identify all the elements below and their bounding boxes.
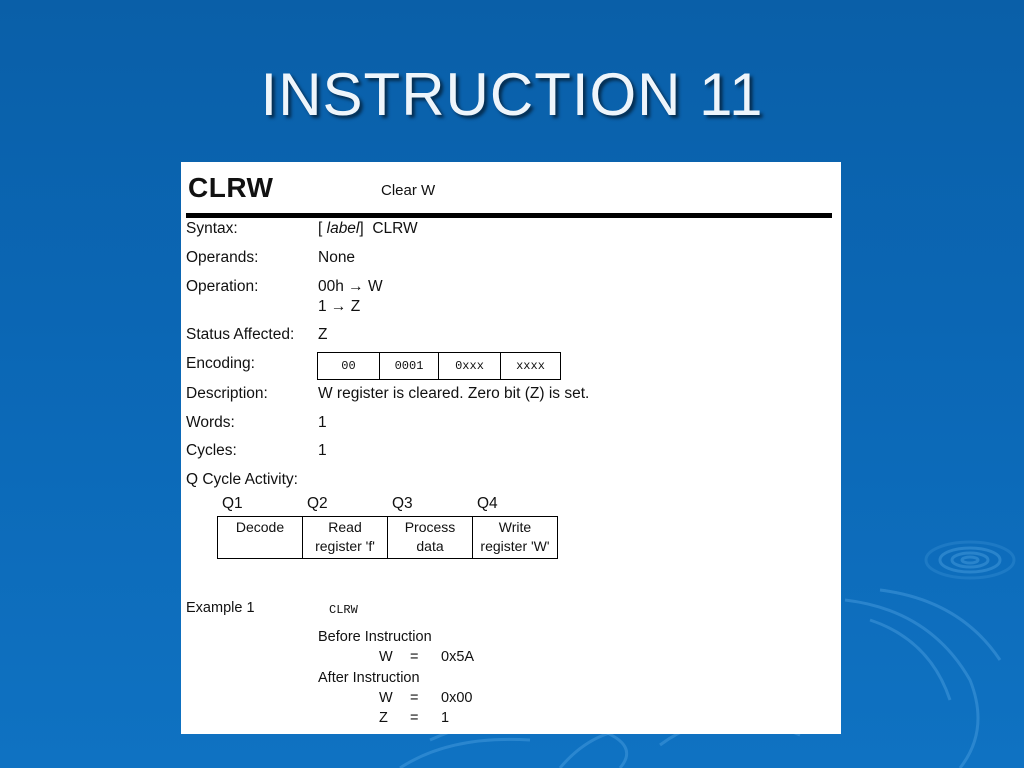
q-cycle-header: Q4 [477, 495, 498, 512]
instruction-document [181, 162, 841, 734]
syntax-value [318, 220, 418, 238]
encoding-label: Encoding: [186, 355, 255, 372]
q-cycle-cell-line: Read [328, 519, 362, 535]
description-label: Description: [186, 385, 268, 402]
syntax-open-bracket: [ [318, 220, 323, 237]
after-equals: = [410, 710, 419, 726]
after-value: 1 [441, 710, 450, 726]
encoding-cell: 00 [318, 353, 380, 380]
q-cycle-header: Q3 [392, 495, 413, 512]
q-cycle-header: Q2 [307, 495, 328, 512]
q-cycle-cell-line: register 'W' [480, 538, 550, 554]
operation-label: Operation: [186, 278, 259, 295]
syntax-instruction: CLRW [372, 220, 418, 237]
after-value: 0x00 [441, 690, 473, 706]
instruction-short-description: Clear W [381, 182, 436, 199]
instruction-mnemonic: CLRW [188, 172, 274, 203]
encoding-table [317, 352, 561, 380]
encoding-cell: xxxx [501, 353, 561, 380]
heading-divider [186, 213, 832, 218]
q-cycle-table [217, 516, 558, 559]
cycles-value: 1 [318, 442, 327, 459]
after-equals: = [410, 690, 419, 706]
q-cycle-cell-line: Decode [235, 519, 285, 535]
q-cycle-cell-line: Write [498, 519, 532, 535]
operands-label: Operands: [186, 249, 259, 266]
q-cycle-cell-line: Process [404, 519, 456, 535]
syntax-close-bracket: ] [359, 220, 364, 237]
example-label: Example 1 [186, 600, 255, 616]
status-affected-value: Z [318, 326, 328, 343]
syntax-label-word: label [326, 220, 360, 237]
description-value: W register is cleared. Zero bit (Z) is set. [318, 385, 590, 402]
before-instruction-label: Before Instruction [318, 629, 432, 645]
words-label: Words: [186, 414, 235, 431]
q-cycle-cell [218, 517, 303, 559]
operation-line-2: 1 → Z [318, 298, 361, 315]
operands-value: None [318, 249, 356, 266]
q-cycle-label: Q Cycle Activity: [186, 471, 298, 488]
example-code: CLRW [329, 603, 358, 617]
syntax-label: Syntax: [186, 220, 238, 237]
encoding-cell: 0xxx [439, 353, 501, 380]
slide-title: INSTRUCTION 11 [260, 61, 764, 128]
after-register: W [379, 690, 393, 706]
status-affected-label: Status Affected: [186, 326, 295, 343]
before-equals: = [410, 649, 419, 665]
q-cycle-header: Q1 [222, 495, 243, 512]
q-cycle-cell-line: register 'f' [315, 538, 375, 554]
cycles-label: Cycles: [186, 442, 237, 459]
after-instruction-label: After Instruction [318, 670, 420, 686]
operation-line-1: 00h → W [318, 278, 383, 295]
q-cycle-cell [303, 517, 388, 559]
words-value: 1 [318, 414, 327, 431]
before-value: 0x5A [441, 649, 475, 665]
before-register: W [379, 649, 393, 665]
after-register: Z [379, 710, 388, 726]
q-cycle-cell [388, 517, 473, 559]
q-cycle-cell-line: data [416, 538, 444, 554]
encoding-cell: 0001 [380, 353, 439, 380]
q-cycle-cell [473, 517, 558, 559]
